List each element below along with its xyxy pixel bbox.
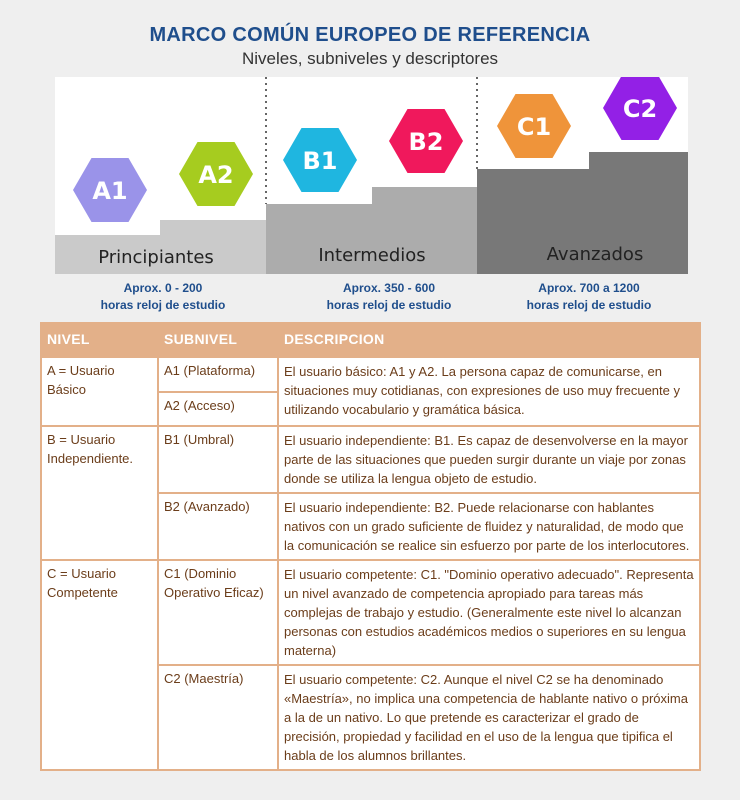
hexagon-a2-label: A2 bbox=[198, 161, 234, 189]
subnivel-cell-a1: A1 (Plataforma) bbox=[158, 357, 278, 392]
hours-principiantes-unit: horas reloj de estudio bbox=[100, 298, 226, 312]
header-nivel: NIVEL bbox=[41, 322, 158, 357]
descripcion-cell-c2: El usuario competente: C2. Aunque el nivel C2 se ha denominado «Maestría», no implica una competencia de hablante nativo o próxima a la de un nativo. Lo que pretende es caracterizar el grado de precisión, propiedad y facilidad en el uso de la lengua que tipifica el habla de los alumnos brillantes. bbox=[278, 665, 700, 770]
subnivel-cell-a2: A2 (Acceso) bbox=[158, 392, 278, 426]
subnivel-cell-c2: C2 (Maestría) bbox=[158, 665, 278, 770]
group-label-intermedios: Intermedios bbox=[318, 245, 426, 266]
nivel-cell-a: A = Usuario Básico bbox=[41, 357, 158, 426]
hours-avanzados bbox=[489, 280, 689, 314]
table-row bbox=[41, 426, 700, 493]
header-subnivel: SUBNIVEL bbox=[158, 322, 278, 357]
hexagon-c2-label: C2 bbox=[622, 95, 658, 123]
descripcion-cell-a: El usuario básico: A1 y A2. La persona capaz de comunicarse, en situaciones muy cotidianas, con expresiones de uso muy frecuente y utilizando vocabulario y gramática básica. bbox=[278, 357, 700, 426]
table-row bbox=[41, 357, 700, 392]
hexagon-b2-label: B2 bbox=[408, 128, 444, 156]
descripcion-cell-c1: El usuario competente: C1. "Dominio operativo adecuado". Representa un nivel avanzado de competencia apropiado para tareas más complejas de trabajo y estudio. (Generalmente este nivel lo alcanzan personas con estudios académicos medios o superiores en su lengua materna) bbox=[278, 560, 700, 665]
table-header-row bbox=[41, 322, 700, 357]
descripcion-cell-b2: El usuario independiente: B2. Puede relacionarse con hablantes nativos con un grado suficiente de fluidez y naturalidad, de modo que la comunicación se realice sin esfuerzo por parte de los interlocutores. bbox=[278, 493, 700, 560]
header-descripcion: DESCRIPCION bbox=[278, 322, 700, 357]
levels-staircase-diagram bbox=[55, 77, 688, 274]
hours-intermedios bbox=[289, 280, 489, 314]
hours-intermedios-range: Aprox. 350 - 600 bbox=[342, 281, 436, 295]
hours-intermedios-unit: horas reloj de estudio bbox=[326, 298, 452, 312]
hexagon-a1-label: A1 bbox=[92, 177, 128, 205]
group-label-principiantes: Principiantes bbox=[98, 247, 214, 268]
hours-avanzados-unit: horas reloj de estudio bbox=[526, 298, 652, 312]
descripcion-cell-b1: El usuario independiente: B1. Es capaz de desenvolverse en la mayor parte de las situaciones que pueden surgir durante un viaje por zonas donde se utiliza la lengua objeto de estudio. bbox=[278, 426, 700, 493]
hexagon-b1-label: B1 bbox=[302, 147, 338, 175]
hexagon-c1-label: C1 bbox=[516, 113, 552, 141]
subnivel-cell-b1: B1 (Umbral) bbox=[158, 426, 278, 493]
hours-principiantes-range: Aprox. 0 - 200 bbox=[123, 281, 203, 295]
group-label-avanzados: Avanzados bbox=[546, 244, 644, 265]
subnivel-cell-c1: C1 (Dominio Operativo Eficaz) bbox=[158, 560, 278, 665]
subnivel-cell-b2: B2 (Avanzado) bbox=[158, 493, 278, 560]
nivel-cell-b: B = Usuario Independiente. bbox=[41, 426, 158, 560]
hours-principiantes bbox=[63, 280, 263, 314]
table-row bbox=[41, 560, 700, 665]
hours-avanzados-range: Aprox. 700 a 1200 bbox=[538, 281, 640, 295]
nivel-cell-c: C = Usuario Competente bbox=[41, 560, 158, 770]
page-title: MARCO COMÚN EUROPEO DE REFERENCIA bbox=[149, 24, 591, 46]
levels-table bbox=[40, 322, 701, 771]
page-subtitle: Niveles, subniveles y descriptores bbox=[241, 49, 499, 68]
